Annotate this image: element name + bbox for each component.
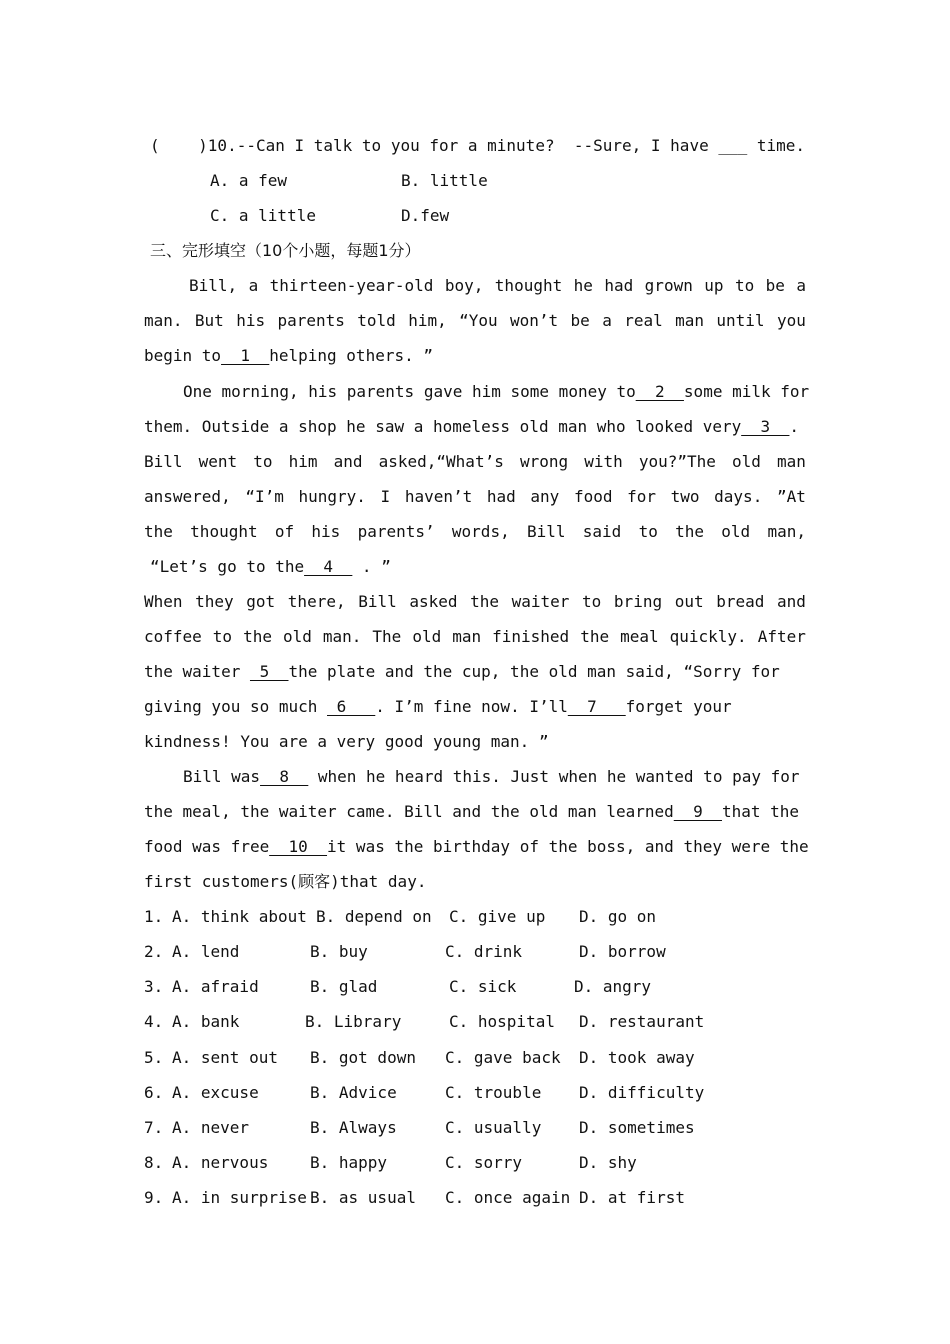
- word: Bill: [358, 592, 397, 611]
- word: man.: [322, 627, 362, 646]
- section-heading: 三、完形填空（10个小题，每题1分）: [150, 241, 421, 260]
- word: quickly.: [669, 627, 747, 646]
- word: any: [530, 487, 560, 506]
- word: him,: [408, 311, 447, 330]
- blank-3: __3__: [741, 417, 790, 436]
- option-b: B. got down: [310, 1048, 416, 1067]
- passage-line-17: food was free__10__it was the birthday of the boss, and they were the: [144, 837, 809, 856]
- word: The: [372, 627, 402, 646]
- word: words,: [451, 522, 510, 541]
- passage-line-11: [144, 626, 806, 648]
- option-c: C. once again: [445, 1188, 571, 1207]
- option-a: A. afraid: [172, 977, 259, 996]
- option-d: D. borrow: [579, 942, 666, 961]
- word: until: [716, 311, 765, 330]
- option-d: D. took away: [579, 1048, 695, 1067]
- word: the: [470, 592, 500, 611]
- word: I: [380, 487, 391, 506]
- word: there,: [287, 592, 346, 611]
- option-b: B. happy: [310, 1153, 388, 1172]
- word: to: [734, 276, 755, 295]
- word: with: [584, 452, 623, 471]
- word: the: [144, 522, 173, 541]
- word: days.: [714, 487, 763, 506]
- word: ”At: [776, 487, 806, 506]
- option-d: D. go on: [579, 907, 657, 926]
- option-d: D. at first: [579, 1188, 685, 1207]
- word: to: [638, 522, 658, 541]
- question-10: [150, 135, 805, 157]
- option-number: 5.: [144, 1048, 164, 1067]
- blank-10: __10__: [269, 837, 328, 856]
- blank-9: __9__: [673, 802, 722, 821]
- option-number: 8.: [144, 1153, 164, 1172]
- word: you: [776, 311, 806, 330]
- option-c: C. gave back: [445, 1048, 561, 1067]
- word: thirteen-year-old: [269, 276, 434, 295]
- word: his: [311, 522, 341, 541]
- word: had: [604, 276, 634, 295]
- word: to: [253, 452, 273, 471]
- word: for: [627, 487, 656, 506]
- word: meal: [620, 627, 659, 646]
- option-a: A. nervous: [172, 1153, 269, 1172]
- passage-line-15: Bill was__8__ when he heard this. Just when he wanted to pay for: [183, 767, 800, 786]
- word: boy,: [444, 276, 484, 295]
- option-number: 2.: [144, 942, 164, 961]
- word: wrong: [519, 452, 569, 471]
- option-b: B. Always: [310, 1118, 397, 1137]
- word: asked: [409, 592, 458, 611]
- word: a: [602, 311, 612, 330]
- word: he: [573, 276, 593, 295]
- option-d: D. difficulty: [579, 1083, 705, 1102]
- passage-line-12: the waiter _5__the plate and the cup, the old man said, “Sorry for: [144, 662, 780, 681]
- word: the: [243, 627, 272, 646]
- word: haven’t: [404, 487, 473, 506]
- word: food: [573, 487, 613, 506]
- word: be: [570, 311, 590, 330]
- word: out: [674, 592, 704, 611]
- word: man.: [144, 311, 183, 330]
- passage-line-6: [144, 451, 806, 473]
- option-b: B. as usual: [310, 1188, 416, 1207]
- option-number: 6.: [144, 1083, 164, 1102]
- word: thought: [190, 522, 258, 541]
- passage-line-2: [144, 310, 806, 332]
- word: the: [580, 627, 610, 646]
- word: But: [194, 311, 224, 330]
- word: got: [246, 592, 276, 611]
- option-b: B. Library: [305, 1012, 402, 1031]
- word: man,: [767, 522, 806, 541]
- passage-line-9: “Let’s go to the__4__ . ”: [150, 557, 391, 576]
- blank-5: _5__: [249, 662, 289, 681]
- passage-line-7: [144, 486, 806, 508]
- word: a: [248, 276, 259, 295]
- q10-option-c: C. a little: [210, 206, 316, 225]
- passage-line-8: [144, 521, 806, 543]
- option-number: 7.: [144, 1118, 164, 1137]
- word: you?”The: [638, 452, 716, 471]
- question-10-stem: 10.--Can I talk to you for a minute? --Sure, I have ___ time.: [207, 136, 806, 155]
- option-c: C. usually: [445, 1118, 542, 1137]
- q10-option-d: D.few: [401, 206, 450, 225]
- word: “You: [459, 311, 498, 330]
- word: the: [675, 522, 704, 541]
- word: had: [486, 487, 516, 506]
- option-a: A. lend: [172, 942, 240, 961]
- option-c: C. sorry: [445, 1153, 523, 1172]
- word: thought: [494, 276, 563, 295]
- word: old: [282, 627, 312, 646]
- word: After: [757, 627, 806, 646]
- option-c: C. sick: [449, 977, 517, 996]
- word: two: [670, 487, 700, 506]
- word: went: [198, 452, 238, 471]
- word: and: [333, 452, 363, 471]
- word: bring: [613, 592, 663, 611]
- option-d: D. sometimes: [579, 1118, 695, 1137]
- word: man: [776, 452, 806, 471]
- blank-2: __2__: [635, 382, 684, 401]
- word: old: [731, 452, 761, 471]
- option-c: C. trouble: [445, 1083, 542, 1102]
- word: answered,: [144, 487, 231, 506]
- option-a: A. sent out: [172, 1048, 278, 1067]
- option-a: A. bank: [172, 1012, 240, 1031]
- word: his: [236, 311, 266, 330]
- word: “I’m: [245, 487, 284, 506]
- word: Bill,: [189, 276, 238, 295]
- word: asked,“What’s: [378, 452, 504, 471]
- option-c: C. give up: [449, 907, 546, 926]
- answer-paren: ( ): [150, 136, 208, 155]
- option-b: B. buy: [310, 942, 368, 961]
- option-number: 9.: [144, 1188, 164, 1207]
- word: coffee: [144, 627, 202, 646]
- word: man: [452, 627, 482, 646]
- passage-line-5: them. Outside a shop he saw a homeless old man who looked very__3__.: [144, 417, 800, 436]
- word: they: [195, 592, 234, 611]
- option-d: D. shy: [579, 1153, 637, 1172]
- q10-option-b: B. little: [401, 171, 488, 190]
- option-a: A. excuse: [172, 1083, 259, 1102]
- option-number: 1.: [144, 907, 164, 926]
- word: of: [274, 522, 295, 541]
- option-c: C. drink: [445, 942, 523, 961]
- blank-8: __8__: [260, 767, 309, 786]
- word: finished: [492, 627, 570, 646]
- word: Bill: [526, 522, 566, 541]
- word: old: [721, 522, 751, 541]
- passage-line-18: first customers(顾客)that day.: [144, 872, 427, 891]
- word: waiter: [511, 592, 570, 611]
- word: said: [582, 522, 622, 541]
- word: up: [704, 276, 724, 295]
- passage-line-14: kindness! You are a very good young man. ”: [144, 732, 549, 751]
- option-a: A. never: [172, 1118, 250, 1137]
- word: told: [357, 311, 396, 330]
- option-b: B. glad: [310, 977, 378, 996]
- word: bread: [716, 592, 765, 611]
- word: Bill: [144, 452, 183, 471]
- word: him: [288, 452, 318, 471]
- option-b: B. depend on: [316, 907, 432, 926]
- passage-line-16: the meal, the waiter came. Bill and the old man learned__9__that the: [144, 802, 800, 821]
- passage-line-13: giving you so much _6___. I’m fine now. I’ll__7___forget your: [144, 697, 732, 716]
- word: a: [796, 276, 806, 295]
- option-b: B. Advice: [310, 1083, 397, 1102]
- word: hungry.: [298, 487, 366, 506]
- word: parents: [277, 311, 345, 330]
- passage-line-10: [144, 591, 806, 613]
- word: man: [675, 311, 705, 330]
- word: be: [765, 276, 785, 295]
- word: real: [624, 311, 663, 330]
- word: old: [412, 627, 442, 646]
- q10-option-a: A. a few: [210, 171, 288, 190]
- word: won’t: [510, 311, 559, 330]
- word: parents’: [357, 522, 435, 541]
- option-d: D. restaurant: [579, 1012, 705, 1031]
- blank-7: __7___: [567, 697, 626, 716]
- option-c: C. hospital: [449, 1012, 555, 1031]
- word: to: [212, 627, 233, 646]
- word: and: [777, 592, 806, 611]
- option-a: A. think about: [172, 907, 307, 926]
- option-number: 3.: [144, 977, 164, 996]
- blank-4: __4__: [304, 557, 353, 576]
- blank-6: _6___: [327, 697, 376, 716]
- word: grown: [644, 276, 693, 295]
- passage-line-3: begin to__1__helping others. ”: [144, 346, 433, 365]
- passage-line-1: [189, 275, 806, 297]
- option-d: D. angry: [574, 977, 652, 996]
- word: When: [144, 592, 183, 611]
- option-number: 4.: [144, 1012, 164, 1031]
- word: to: [582, 592, 602, 611]
- passage-line-4: One morning, his parents gave him some money to__2__some milk for: [183, 382, 810, 401]
- option-a: A. in surprise: [172, 1188, 307, 1207]
- blank-1: __1__: [221, 346, 270, 365]
